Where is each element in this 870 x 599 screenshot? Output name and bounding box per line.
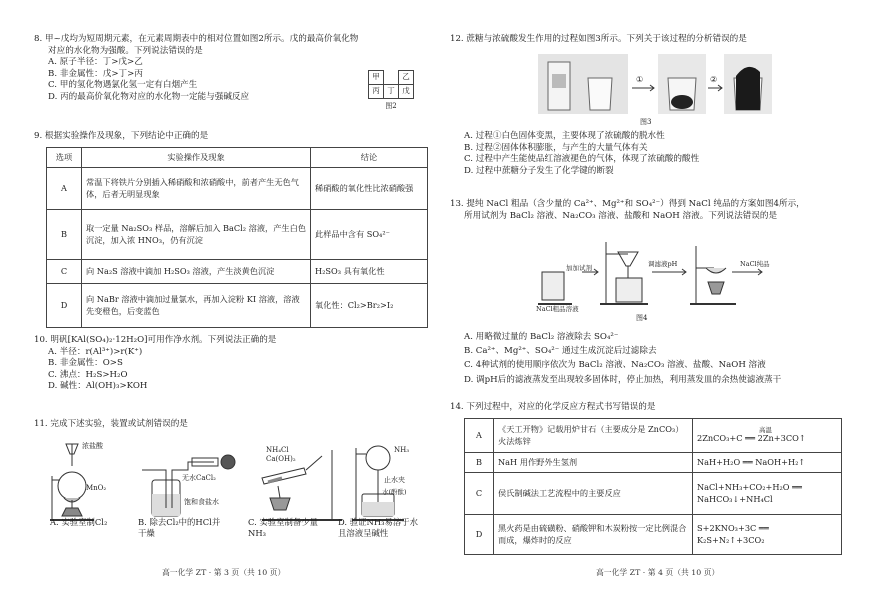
q12-options (450, 131, 842, 177)
grid-cell: 丁 (384, 85, 399, 99)
question-10 (34, 335, 426, 393)
question-13 (450, 199, 842, 222)
label-crude-solution: NaCl粗品溶液 (536, 305, 579, 312)
label-water: 水(酚酞) (382, 488, 407, 496)
table-row (47, 260, 428, 284)
q10-option-d: D. 碱性：Al(OH)₃>KOH (48, 381, 148, 392)
row-key: B (47, 210, 82, 260)
figure-2 (368, 70, 414, 111)
q14-stem: 14. 下列过程中，对应的化学反应方程式书写错误的是 (450, 402, 656, 412)
question-9 (34, 131, 426, 143)
q10-option-b: B. 非金属性：O>S (48, 358, 123, 369)
row-description: 黑火药是由硫磺粉、硝酸钾和木炭粉按一定比例混合而成，爆炸时的反应 (494, 515, 693, 555)
table-row (465, 419, 842, 453)
q8-option-c: C. 甲的氢化物遇氯化氢一定有白烟产生 (48, 80, 198, 91)
row-equation-cell (693, 419, 842, 453)
q11-option-d: D. 验证NH₃易溶于水且溶液呈碱性 (338, 517, 418, 539)
q13-option-c: C. 4种试剂的使用顺序依次为 BaCl₂ 溶液、Na₂CO₃ 溶液、盐酸、NaOH 溶液 (464, 360, 766, 371)
q13-option-a: A. 用略微过量的 BaCl₂ 溶液除去 SO₄²⁻ (464, 332, 619, 342)
reaction-condition: 高温 (759, 425, 772, 434)
q13-option-d: D. 调pH后的滤液蒸发至出现较多固体时，停止加热，利用蒸发皿的余热使滤液蒸干 (464, 374, 782, 385)
row-description: NaH 用作野外生氢剂 (494, 453, 693, 473)
table-row (465, 515, 842, 555)
table-row (47, 168, 428, 210)
q8-option-d: D. 丙的最高价氧化物对应的水化物一定能与强碱反应 (48, 91, 250, 102)
q12-option-d: D. 过程中蔗糖分子发生了化学键的断裂 (464, 165, 614, 176)
q13-stem: 13. 提纯 NaCl 粗品（含少量的 Ca²⁺、Mg²⁺和 SO₄²⁻）得到 NaCl 纯品的方案如图4所示， (450, 199, 805, 209)
q11-stem: 11. 完成下述实验，装置或试剂错误的是 (34, 419, 188, 429)
left-column (34, 0, 426, 599)
apparatus-a (50, 444, 94, 520)
question-14 (450, 402, 842, 414)
q12-option-c: C. 过程中产生能使品红溶液褪色的气体，体现了浓硫酸的酸性 (464, 154, 700, 165)
label-cacl2: 无水CaCl₂ (182, 474, 216, 482)
page-footer-right: 高一化学 ZT · 第 4 页（共 10 页） (596, 568, 720, 577)
question-12 (450, 34, 842, 46)
label-conc-hcl: 浓盐酸 (82, 442, 103, 450)
row-equation: S+2KNO₃+3C ══ K₂S+N₂↑+3CO₂ (693, 515, 842, 555)
question-11 (34, 419, 426, 431)
row-operation: 向 Na₂S 溶液中滴加 H₂SO₃ 溶液，产生淡黄色沉淀 (82, 260, 311, 284)
row-key: A (465, 419, 494, 453)
table-header: 结论 (311, 148, 428, 168)
label-nh3: NH₃ (394, 446, 410, 454)
label-pure-nacl: NaCl纯品 (740, 260, 770, 268)
grid-cell (384, 71, 399, 85)
q10-option-a: A. 半径：r(Al³⁺)>r(K⁺) (48, 346, 143, 357)
row-operation: 取一定量 Na₂SO₃ 样品，溶解后加入 BaCl₂ 溶液，产生白色沉淀，加入浓 HNO₃，仍有沉淀 (82, 210, 311, 260)
q9-table (46, 147, 428, 328)
label-adjust-ph: 调滤液pH (648, 260, 678, 268)
label-caoh2: Ca(OH)₂ (266, 455, 296, 463)
apparatus-b (142, 455, 235, 516)
table-row (47, 210, 428, 260)
row-key: A (47, 168, 82, 210)
row-conclusion: 稀硝酸的氧化性比浓硝酸强 (311, 168, 428, 210)
figure-4-caption: 图4 (636, 314, 648, 322)
row-equation: NaCl+NH₃+CO₂+H₂O ══ NaHCO₃↓+NH₄Cl (693, 473, 842, 515)
q8-stem-2: 对应的水化物为强酸。下列说法错误的是 (48, 45, 203, 56)
row-conclusion: 此样品中含有 SO₄²⁻ (311, 210, 428, 260)
row-operation: 向 NaBr 溶液中滴加过量氯水，再加入淀粉 KI 溶液，溶液先变橙色，后变蓝色 (82, 284, 311, 328)
row-key: C (47, 260, 82, 284)
grid-cell: 甲 (369, 71, 384, 85)
q9-stem: 9. 根据实验操作及现象，下列结论中正确的是 (34, 131, 209, 141)
row-conclusion: H₂SO₃ 具有氧化性 (311, 260, 428, 284)
q12-option-b: B. 过程②固体体积膨胀，与产生的大量气体有关 (464, 142, 648, 153)
q11-option-b: B. 除去Cl₂中的HCl并干燥 (138, 517, 221, 539)
q12-stem: 12. 蔗糖与浓硫酸发生作用的过程如图3所示。下列关于该过程的分析错误的是 (450, 34, 747, 44)
label-brine: 饱和食盐水 (184, 498, 219, 506)
table-row (47, 284, 428, 328)
q8-option-b: B. 非金属性：戊>丁>丙 (48, 68, 143, 79)
row-key: D (47, 284, 82, 328)
step-2: ② (710, 75, 718, 84)
step-1: ① (636, 75, 644, 84)
q13-option-b: B. Ca²⁺、Mg²⁺、SO₄²⁻ 通过生成沉淀后过滤除去 (464, 346, 657, 357)
row-key: C (465, 473, 494, 515)
label-clamp: 止水夹 (384, 476, 405, 484)
q11-option-a: A. 实验室制Cl₂ (50, 517, 108, 527)
figure-2-caption: 图2 (385, 102, 397, 110)
row-description: 《天工开物》记载用炉甘石（主要成分是 ZnCO₃）火法炼锌 (494, 419, 693, 453)
row-conclusion: 氧化性：Cl₂>Br₂>I₂ (311, 284, 428, 328)
page-footer-left: 高一化学 ZT · 第 3 页（共 10 页） (162, 568, 286, 577)
row-key: B (465, 453, 494, 473)
table-row (465, 473, 842, 515)
q12-option-a: A. 过程①白色固体变黑，主要体现了浓硫酸的脱水性 (464, 131, 665, 141)
q10-option-c: C. 沸点：H₂S>H₂O (48, 369, 128, 380)
q10-stem: 10. 明矾[KAl(SO₄)₂·12H₂O]可用作净水剂。下列说法正确的是 (34, 335, 277, 345)
label-mno2: MnO₂ (86, 484, 107, 492)
q14-table (464, 418, 842, 555)
row-operation: 常温下将铁片分别插入稀硝酸和浓硝酸中，前者产生无色气体，后者无明显现象 (82, 168, 311, 210)
row-equation: 2ZnCO₃+C ══ 2Zn+3CO↑ (697, 433, 806, 444)
row-description: 侯氏制碱法工艺流程中的主要反应 (494, 473, 693, 515)
q8-option-a: A. 原子半径：丁>戊>乙 (48, 57, 143, 68)
q11-option-c: C. 实验室制备少量NH₃ (248, 517, 319, 539)
figure-3-caption: 图3 (640, 118, 652, 126)
label-nh4cl: NH₄Cl (266, 446, 289, 454)
table-header: 实验操作及现象 (82, 148, 311, 168)
periodic-grid (368, 70, 414, 99)
table-row (465, 453, 842, 473)
grid-cell: 丙 (369, 85, 384, 99)
row-key: D (465, 515, 494, 555)
figure-3 (538, 52, 774, 118)
right-column (450, 0, 842, 599)
row-equation: NaH+H₂O ══ NaOH+H₂↑ (693, 453, 842, 473)
table-header: 选项 (47, 148, 82, 168)
q13-options (450, 330, 842, 387)
figure-4 (536, 232, 776, 312)
q13-stem-2: 所用试剂为 BaCl₂ 溶液、Na₂CO₃ 溶液、盐酸和 NaOH 溶液。下列说法错误的是 (464, 210, 778, 221)
q11-apparatus (42, 436, 426, 526)
label-add-reagent: 加加试剂 (566, 264, 592, 272)
grid-cell: 戊 (399, 85, 414, 99)
q8-stem: 8. 甲~戊均为短周期元素，在元素周期表中的相对位置如图2所示。戊的最高价氧化物 (34, 34, 359, 44)
grid-cell: 乙 (399, 71, 414, 85)
